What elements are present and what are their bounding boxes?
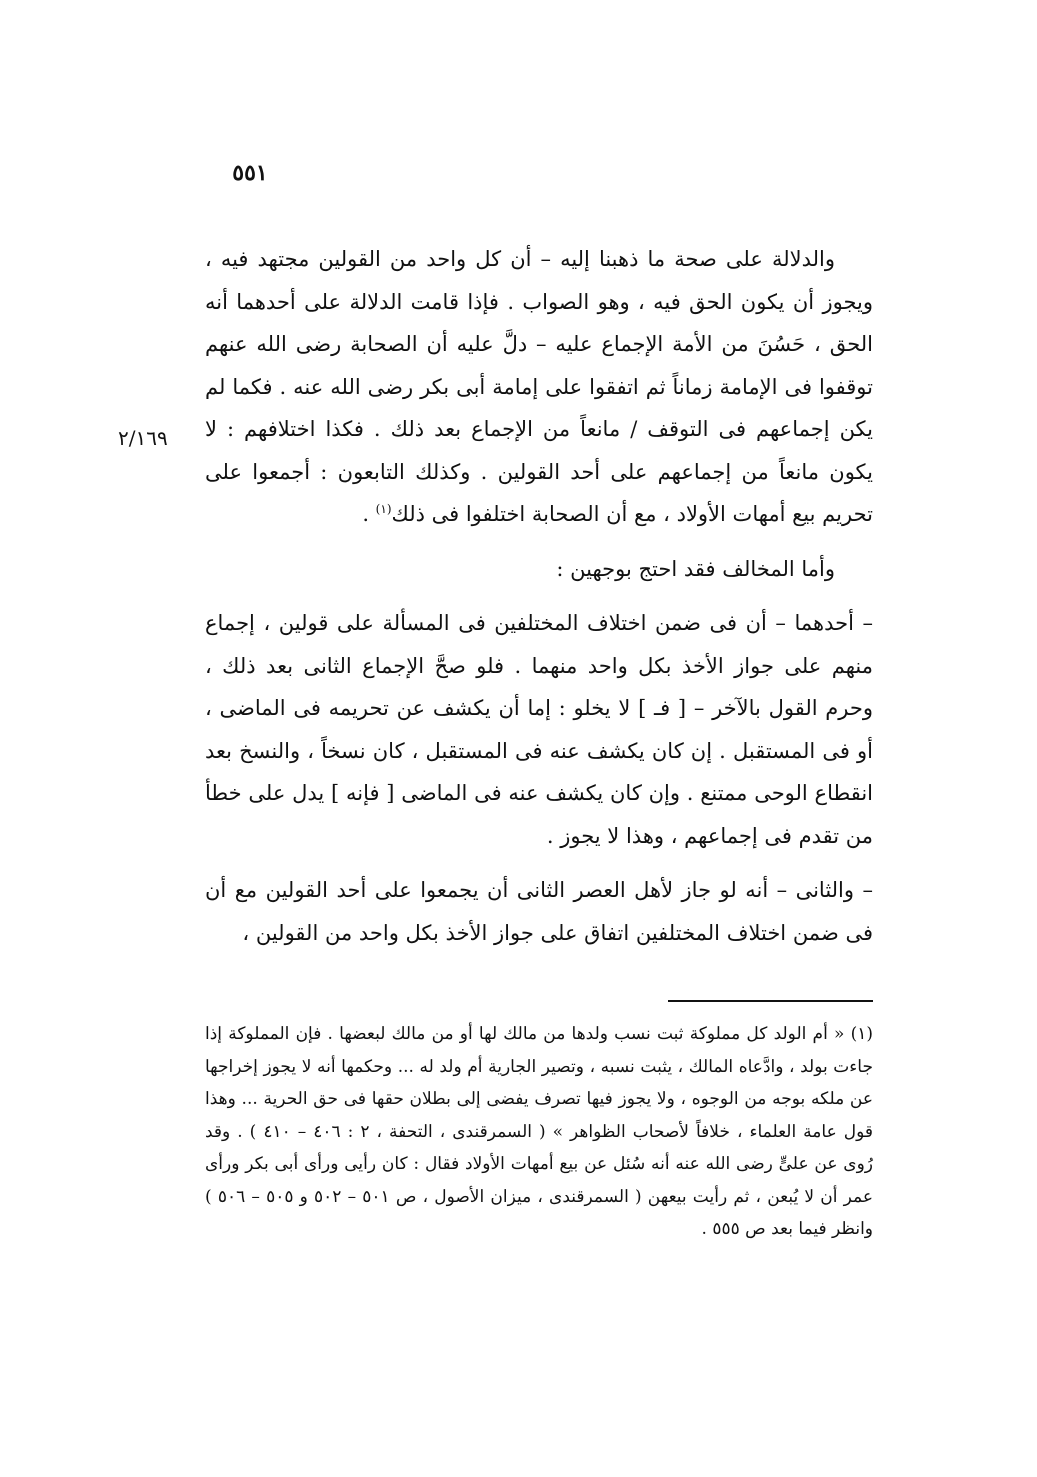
paragraph-1-end: . — [362, 502, 376, 526]
paragraph-1 — [205, 238, 873, 536]
page-number: ٥٥١ — [232, 160, 268, 186]
footnote-marker: (١) — [375, 502, 392, 516]
footnote — [205, 1018, 873, 1246]
paragraph-3: – أحدهما – أن فى ضمن اختلاف المختلفين فى المسألة على قولين ، إجماع منهم على جواز الأخذ بكل واحد منهما . فلو صحَّ الإجماع الثانى بعد ذلك ، وحرم القول بالآخر – [ فـ ] لا يخلو : إما أن يكشف عن تحريمه فى الماضى ، أو فى المستقبل . إن كان يكشف عنه فى المستقبل ، كان نسخاً ، والنسخ بعد انقطاع الوحى ممتنع . وإن كان يكشف عنه فى الماضى [ فإنه ] يدل على خطأ من تقدم فى إجماعهم ، وهذا لا يجوز . — [205, 611, 874, 848]
main-text — [205, 238, 873, 966]
paragraph-1-text: والدلالة على صحة ما ذهبنا إليه – أن كل واحد من القولين مجتهد فيه ، ويجوز أن يكون الحق فيه ، وهو الصواب . فإذا قامت الدلالة على أحدهما أنه الحق ، حَسُنَ من الأمة الإجماع عليه – دلَّ عليه أن الصحابة رضى الله عنهم توقفوا فى الإمامة زماناً ثم اتفقوا على إمامة أبى بكر رضى الله عنه . فكما لم يكن إجماعهم فى التوقف / مانعاً من الإجماع بعد ذلك . فكذا اختلافهم : لا يكون مانعاً من إجماعهم على أحد القولين . وكذلك التابعون : أجمعوا على تحريم بيع أمهات الأولاد ، مع أن الصحابة اختلفوا فى ذلك — [205, 247, 873, 526]
paragraph-2: وأما المخالف فقد احتج بوجهين : — [556, 556, 835, 581]
footnote-text: (١) « أم الولد كل مملوكة ثبت نسب ولدها من مالك لها أو من مالك لبعضها . فإن المملوكة إذا جاءت بولد ، وادَّعاه المالك ، يثبت نسبه ، وتصير الجارية أم ولد له ... وحكمها أنه لا يجوز إخراجها عن ملكه بوجه من الوجوه ، ولا يجوز فيها تصرف يفضى إلى بطلان حقها فى حق الحرية ... وهذا قول عامة العلماء ، خلافاً لأصحاب الظواهر » ( السمرقندى ، التحفة ، ٢ : ٤٠٦ – ٤١٠ ) . وقد رُوى عن علىٍّ رضى الله عنه أنه سُئل عن بيع أمهات الأولاد فقال : كان رأيى ورأى أبى بكر ورأى عمر أن لا يُبعن ، ثم رأيت بيعهن ( السمرقندى ، ميزان الأصول ، ص ٥٠١ – ٥٠٢ و ٥٠٥ – ٥٠٦ ) وانظر فيما بعد ص ٥٥٥ . — [205, 1024, 873, 1239]
footnote-separator — [668, 1000, 873, 1002]
paragraph-4: – والثانى – أنه لو جاز لأهل العصر الثانى أن يجمعوا على أحد القولين مع أن فى ضمن اختلاف المختلفين اتفاق على جواز الأخذ بكل واحد من القولين ، — [205, 878, 873, 945]
margin-reference: ٢/١٦٩ — [118, 426, 168, 450]
